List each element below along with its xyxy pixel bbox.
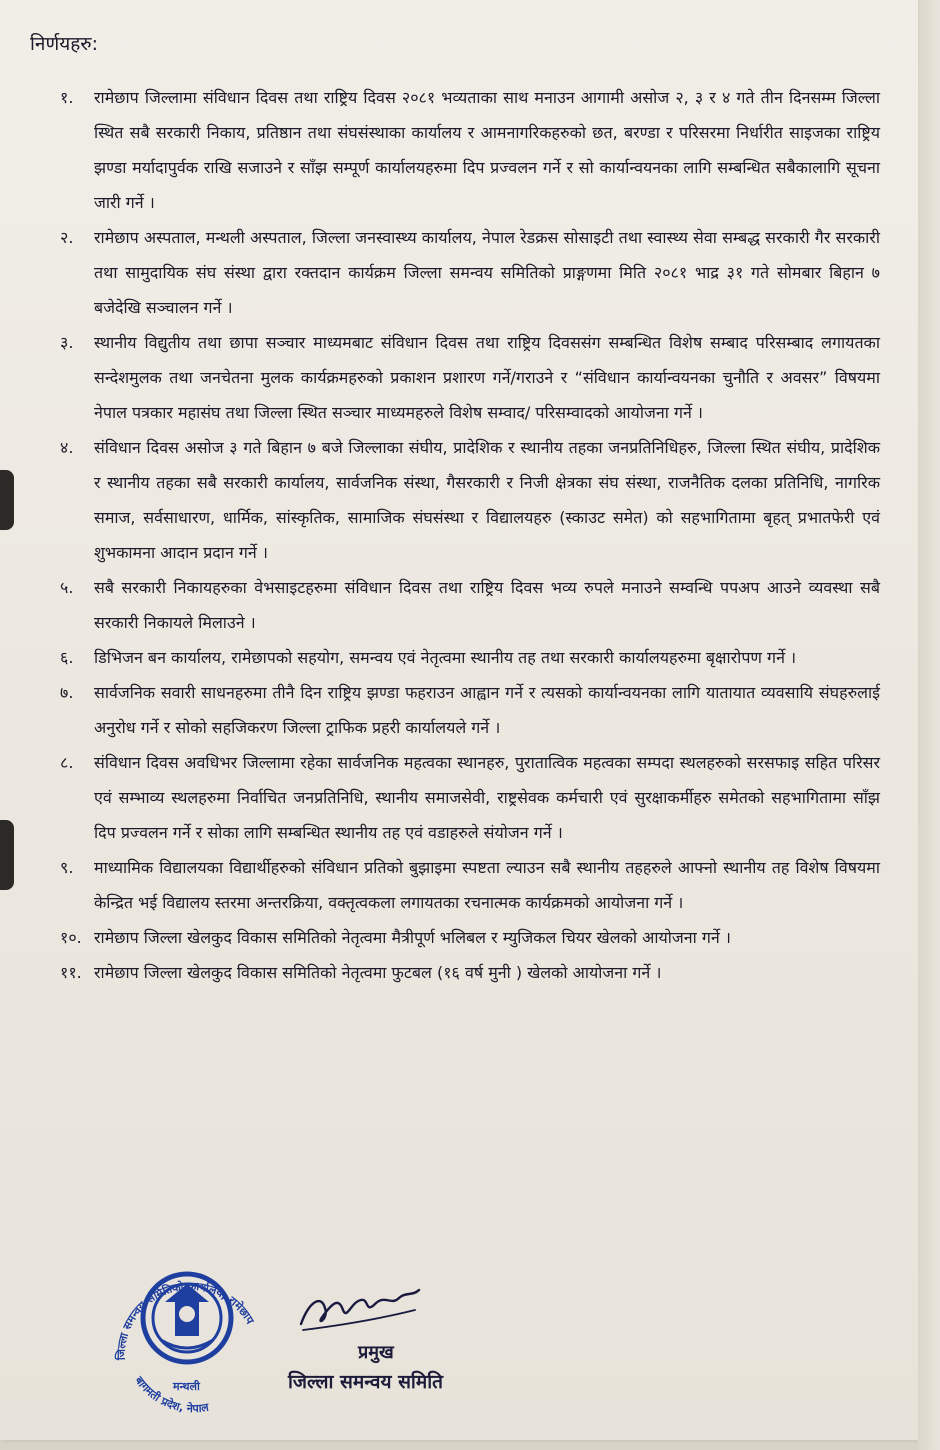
decision-item: [60, 675, 880, 745]
decision-number: ११.: [60, 963, 82, 982]
signature: [295, 1280, 425, 1340]
decision-list: [60, 80, 880, 990]
document-heading: निर्णयहरु:: [30, 33, 99, 55]
decision-number: ८.: [60, 753, 74, 772]
decision-item: [60, 850, 880, 920]
decision-item: [60, 745, 880, 850]
decision-number: ३.: [60, 333, 74, 352]
decision-item: [60, 920, 880, 955]
decision-text: रामेछाप जिल्लामा संविधान दिवस तथा राष्ट्रिय दिवस २०८१ भव्यताका साथ मनाउन आगामी असोज २, ३ र ४ गते तीन दिनसम्म जिल्ला स्थित सबै सरकारी निकाय, प्रतिष्ठान तथा संघसंस्थाका कार्यालय र आमनागरिकहरुको छत, बरण्डा र परिसरमा निर्धारीत साइजका राष्ट्रिय झण्डा मर्यादापुर्वक राखि सजाउने र साँझ सम्पूर्ण कार्यालयहरुमा दिप प्रज्वलन गर्ने र सो कार्यान्वयनका लागि सम्बन्धित सबैकालागि सूचना जारी गर्ने ।: [94, 88, 880, 212]
decision-text: माध्यामिक विद्यालयका विद्यार्थीहरुको संविधान प्रतिको बुझाइमा स्पष्टता ल्याउन सबै स्थानीय तहहरुले आफ्नो स्थानीय तह विशेष विषयमा केन्द्रित भई विद्यालय स्तरमा अन्तरक्रिया, वक्तृत्वकला लगायतका रचनात्मक कार्यक्रमको आयोजना गर्ने ।: [94, 858, 880, 912]
decision-number: ९.: [60, 858, 74, 877]
decision-text: संविधान दिवस अवधिभर जिल्लामा रहेका सार्वजनिक महत्वका स्थानहरु, पुरातात्विक महत्वका सम्पदा स्थलहरुको सरसफाइ सहित परिसर एवं सम्भाव्य स्थलहरुमा निर्वाचित जनप्रतिनिधि, स्थानीय समाजसेवी, राष्ट्रसेवक कर्मचारी एवं सुरक्षाकर्मीहरु समेतको सहभागितामा साँझ दिप प्रज्वलन गर्ने र सोका लागि सम्बन्धित स्थानीय तह एवं वडाहरुले संयोजन गर्ने ।: [94, 753, 880, 842]
decision-text: डिभिजन बन कार्यालय, रामेछापको सहयोग, समन्वय एवं नेतृत्वमा स्थानीय तह तथा सरकारी कार्यालयहरुमा बृक्षारोपण गर्ने ।: [94, 648, 797, 667]
binding-mark: [0, 820, 14, 890]
decision-number: ५.: [60, 578, 74, 597]
decision-number: २.: [60, 228, 74, 247]
decision-item: [60, 80, 880, 220]
decision-text: संविधान दिवस असोज ३ गते बिहान ७ बजे जिल्लाका संघीय, प्रादेशिक र स्थानीय तहका जनप्रतिनिधिहरु, जिल्ला स्थित संघीय, प्रादेशिक र स्थानीय तहका सबै सरकारी कार्यालय, सार्वजनिक संस्था, गैसरकारी र निजी क्षेत्रका संघ संस्था, राजनैतिक दलका प्रतिनिधि, नागरिक समाज, सर्वसाधारण, धार्मिक, सांस्कृतिक, सामाजिक संघसंस्था र विद्यालयहरु (स्काउट समेत) को सहभागितामा बृहत् प्रभातफेरी एवं शुभकामना आदान प्रदान गर्ने ।: [94, 438, 880, 562]
decision-text: रामेछाप जिल्ला खेलकुद विकास समितिको नेतृत्वमा मैत्रीपूर्ण भलिबल र म्युजिकल चियर खेलको आयोजना गर्ने ।: [94, 928, 731, 947]
office-seal: [95, 1240, 280, 1425]
decision-text: सार्वजनिक सवारी साधनहरुमा तीनै दिन राष्ट्रिय झण्डा फहराउन आह्वान गर्ने र त्यसको कार्यान्वयनका लागि यातायात व्यवसायि संघहरुलाई अनुरोध गर्ने र सोको सहजिकरण जिल्ला ट्राफिक प्रहरी कार्यालयले गर्ने ।: [94, 683, 880, 737]
decision-item: [60, 955, 880, 990]
signatory-organization: जिल्ला समन्वय समिति: [288, 1371, 443, 1393]
decision-text: स्थानीय विद्युतीय तथा छापा सञ्चार माध्यमबाट संविधान दिवस तथा राष्ट्रिय दिवससंग सम्बन्धित विशेष सम्बाद परिसम्बाद लगायतका सन्देशमुलक तथा जनचेतना मुलक कार्यक्रमहरुको प्रकाशन प्रशारण गर्ने/गराउने र “संविधान कार्यान्वयनका चुनौति र अवसर” विषयमा नेपाल पत्रकार महासंघ तथा जिल्ला स्थित सञ्चार माध्यमहरुले विशेष सम्वाद/ परिसम्वादको आयोजना गर्ने ।: [94, 333, 880, 422]
decision-item: [60, 640, 880, 675]
document-footer: [0, 1240, 940, 1440]
decision-number: ७.: [60, 683, 74, 702]
decision-item: [60, 220, 880, 325]
seal-arc-text: जिल्ला समन्वय समितिको कार्यालय, रामेछाप: [114, 1279, 257, 1361]
decision-number: १.: [60, 88, 74, 107]
decision-text: सबै सरकारी निकायहरुका वेभसाइटहरुमा संविधान दिवस तथा राष्ट्रिय दिवस भव्य रुपले मनाउने सम्वन्धि पपअप आउने व्यवस्था सबै सरकारी निकायले मिलाउने ।: [94, 578, 880, 632]
signatory-role: प्रमुख: [358, 1342, 394, 1363]
decision-number: ४.: [60, 438, 74, 457]
decision-text: रामेछाप जिल्ला खेलकुद विकास समितिको नेतृत्वमा फुटबल (१६ वर्ष मुनी ) खेलको आयोजना गर्ने ।: [94, 963, 662, 982]
binding-mark: [0, 470, 14, 530]
page-edge: [918, 0, 940, 1450]
decision-item: [60, 325, 880, 430]
decision-item: [60, 430, 880, 570]
decision-text: रामेछाप अस्पताल, मन्थली अस्पताल, जिल्ला जनस्वास्थ्य कार्यालय, नेपाल रेडक्रस सोसाइटी तथा स्वास्थ्य सेवा सम्बद्ध सरकारी गैर सरकारी तथा सामुदायिक संघ संस्था द्वारा रक्तदान कार्यक्रम जिल्ला समन्वय समितिको प्राङ्गणमा मिति २०८१ भाद्र ३१ गते सोमबार बिहान ७ बजेदेखि सञ्चालन गर्ने ।: [94, 228, 880, 317]
seal-bottom-text: बागमती प्रदेश, नेपाल: [132, 1374, 210, 1416]
seal-inner-text: मन्थली: [173, 1380, 200, 1393]
decision-number: १०.: [60, 928, 82, 947]
decision-item: [60, 570, 880, 640]
decision-number: ६.: [60, 648, 74, 667]
